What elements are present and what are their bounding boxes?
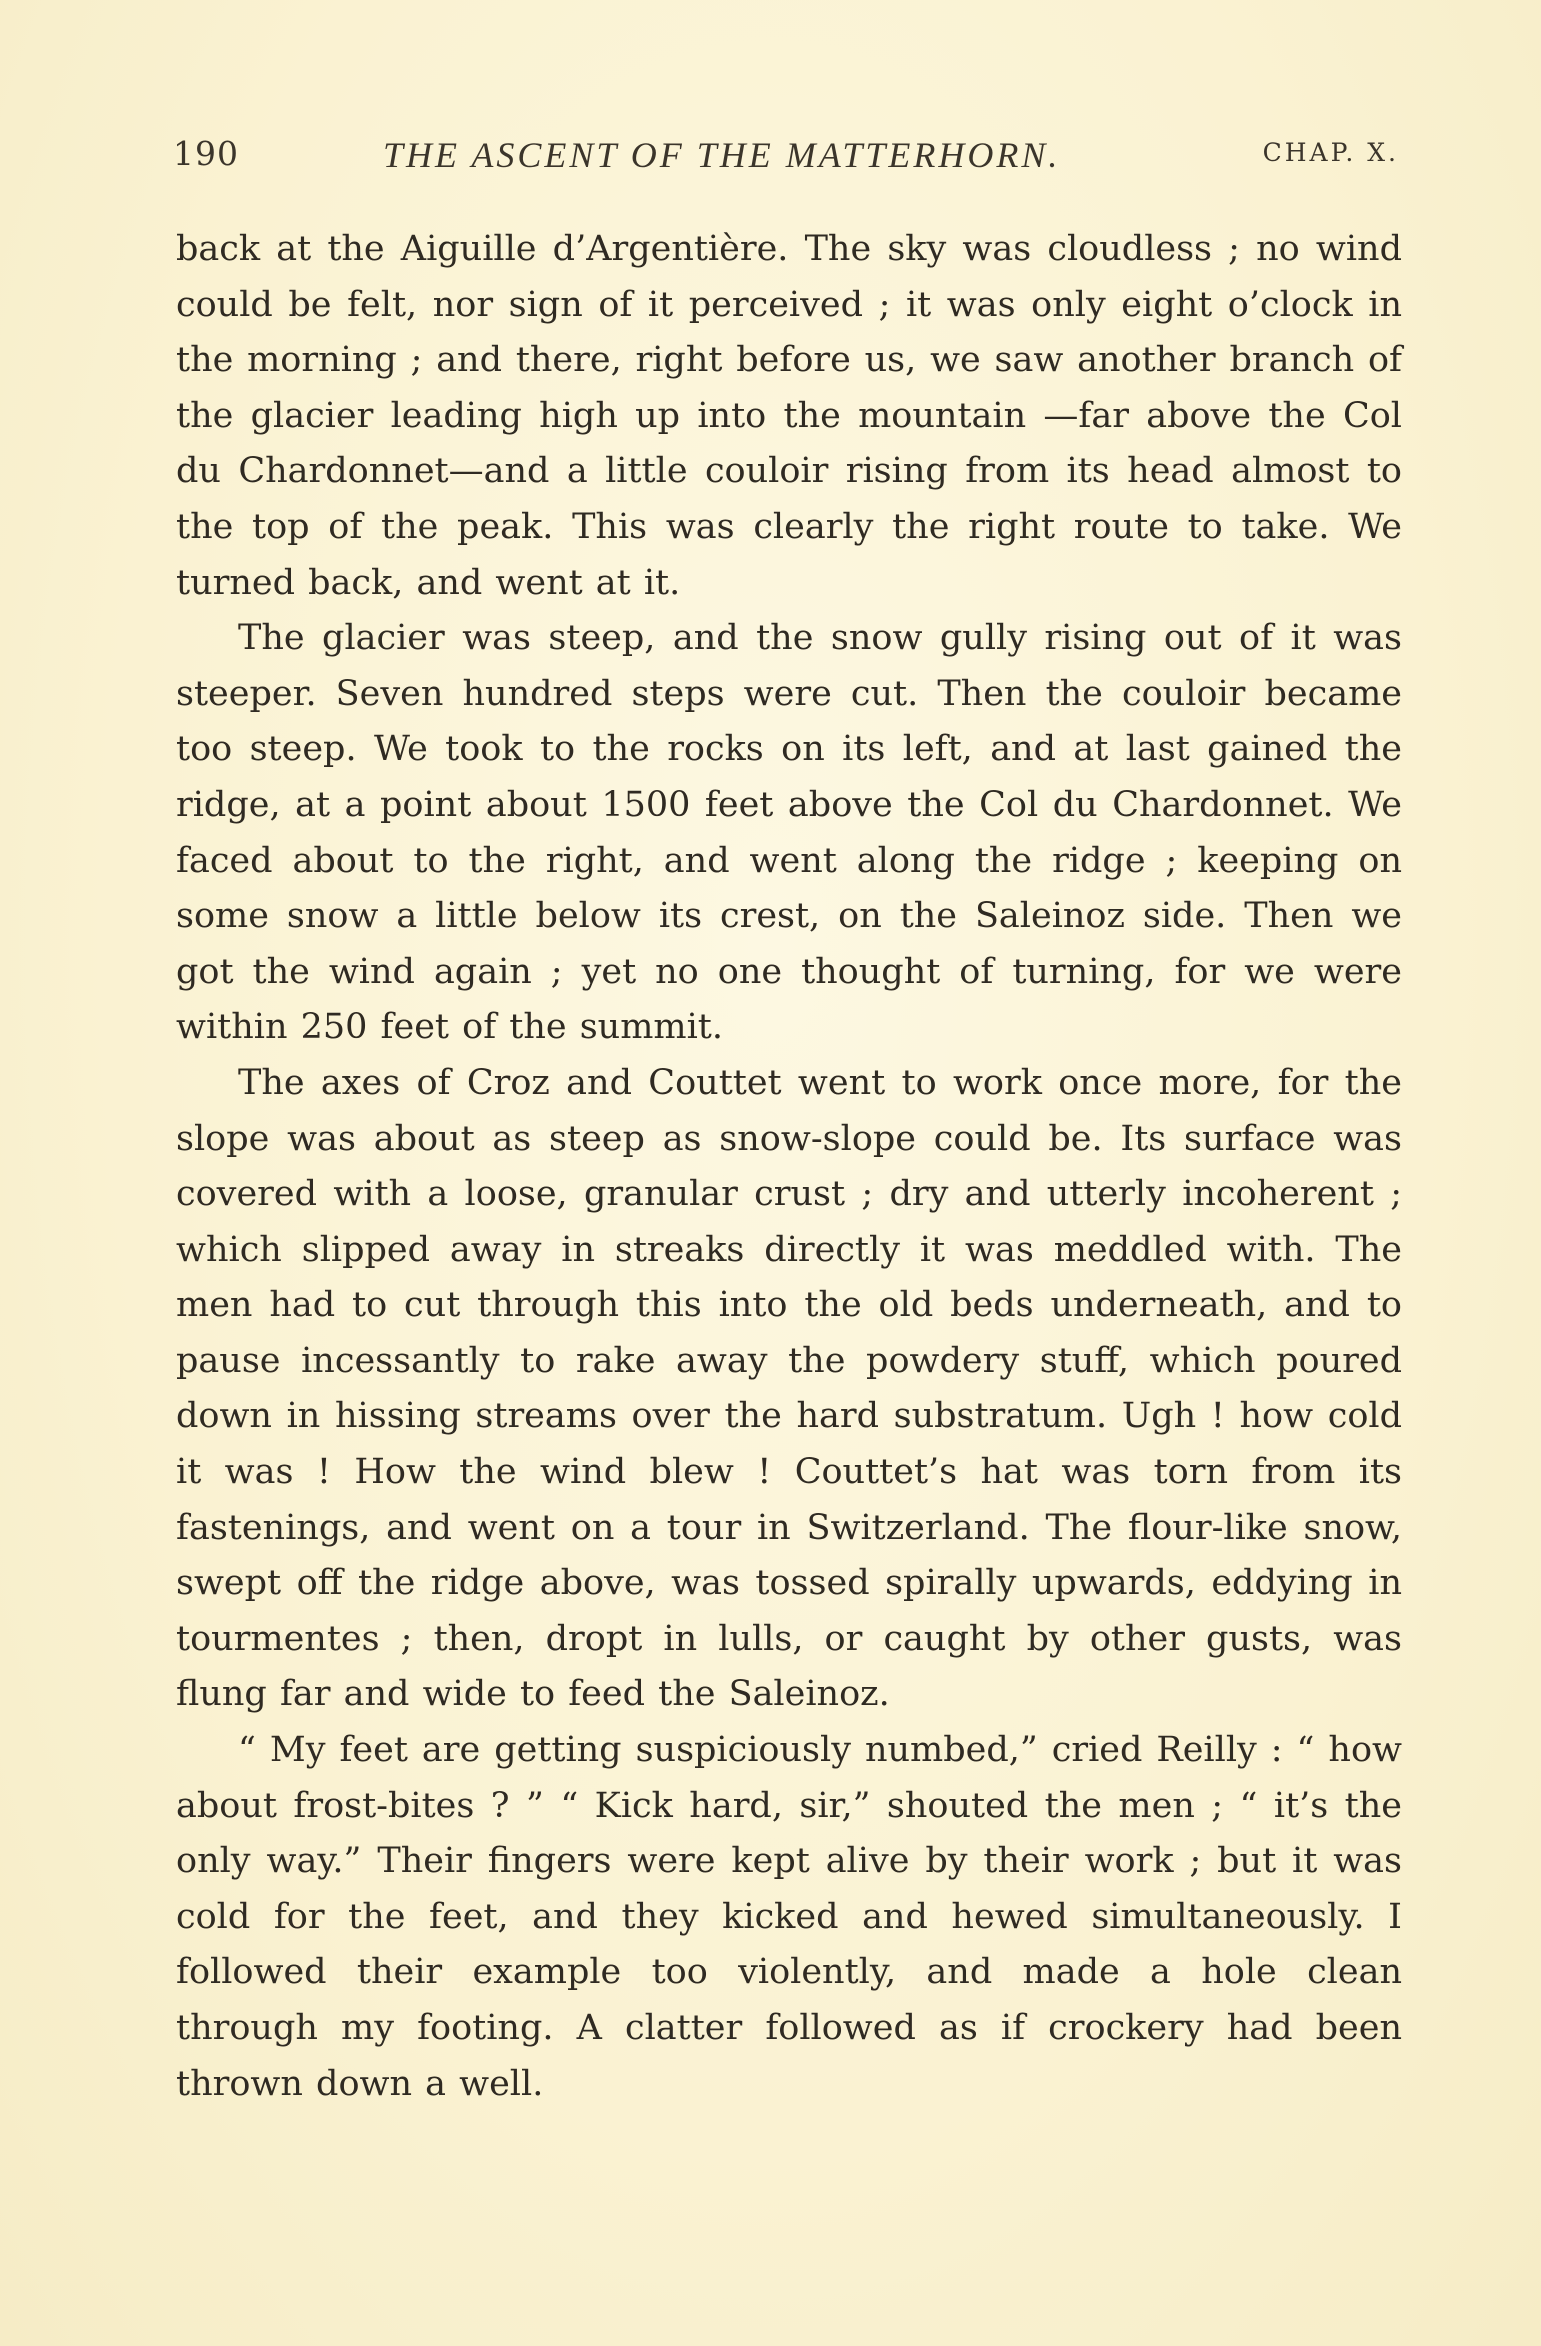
paragraph-1: back at the Aiguille d’Argentière. The sky was cloudless ; no wind could be felt, nor sign of it perceived ; it was only eight o’clock in the morning ; and there, right before us, we saw another branch of the glacier leading high up into the mountain —far above the Col du Chardonnet—and a little couloir rising from its head almost to the top of the peak. This was clearly the right route to take. We turned back, and went at it. [176,229,1402,603]
running-title: THE ASCENT OF THE MATTERHORN. [383,135,1061,175]
body-text [176,222,1402,2112]
running-header [173,134,1423,184]
paragraph-2: The glacier was steep, and the snow gully rising out of it was steeper. Seven hundred steps were cut. Then the couloir became too steep. We took to the rocks on its left, and at last gained the ridge, at a point about 1500 feet above the Col du Chardonnet. We faced about to the right, and went along the ridge ; keeping on some snow a little below its crest, on the Saleinoz side. Then we got the wind again ; yet no one thought of turning, for we were within 250 feet of the summit. [176,618,1402,1048]
page-number: 190 [173,134,239,173]
chapter-label: CHAP. X. [1262,138,1399,167]
paragraph-4: “ My feet are getting suspiciously numbed,” cried Reilly : “ how about frost-bites ? ” “ Kick hard, sir,” shouted the men ; “ it’s the only way.” Their fingers were kept alive by their work ; but it was cold for the feet, and they kicked and hewed simultaneously. I followed their example too violently, and made a hole clean through my footing. A clatter followed as if crockery had been thrown down a well. [176,1730,1402,2104]
paragraph-3: The axes of Croz and Couttet went to work once more, for the slope was about as steep as snow-slope could be. Its surface was covered with a loose, granular crust ; dry and utterly incoherent ; which slipped away in streaks directly it was meddled with. The men had to cut through this into the old beds underneath, and to pause incessantly to rake away the powdery stuff, which poured down in hissing streams over the hard substratum. Ugh ! how cold it was ! How the wind blew ! Couttet’s hat was torn from its fastenings, and went on a tour in Switzerland. The flour-like snow, swept off the ridge above, was tossed spirally upwards, eddying in tourmentes ; then, dropt in lulls, or caught by other gusts, was flung far and wide to feed the Saleinoz. [176,1062,1402,1715]
